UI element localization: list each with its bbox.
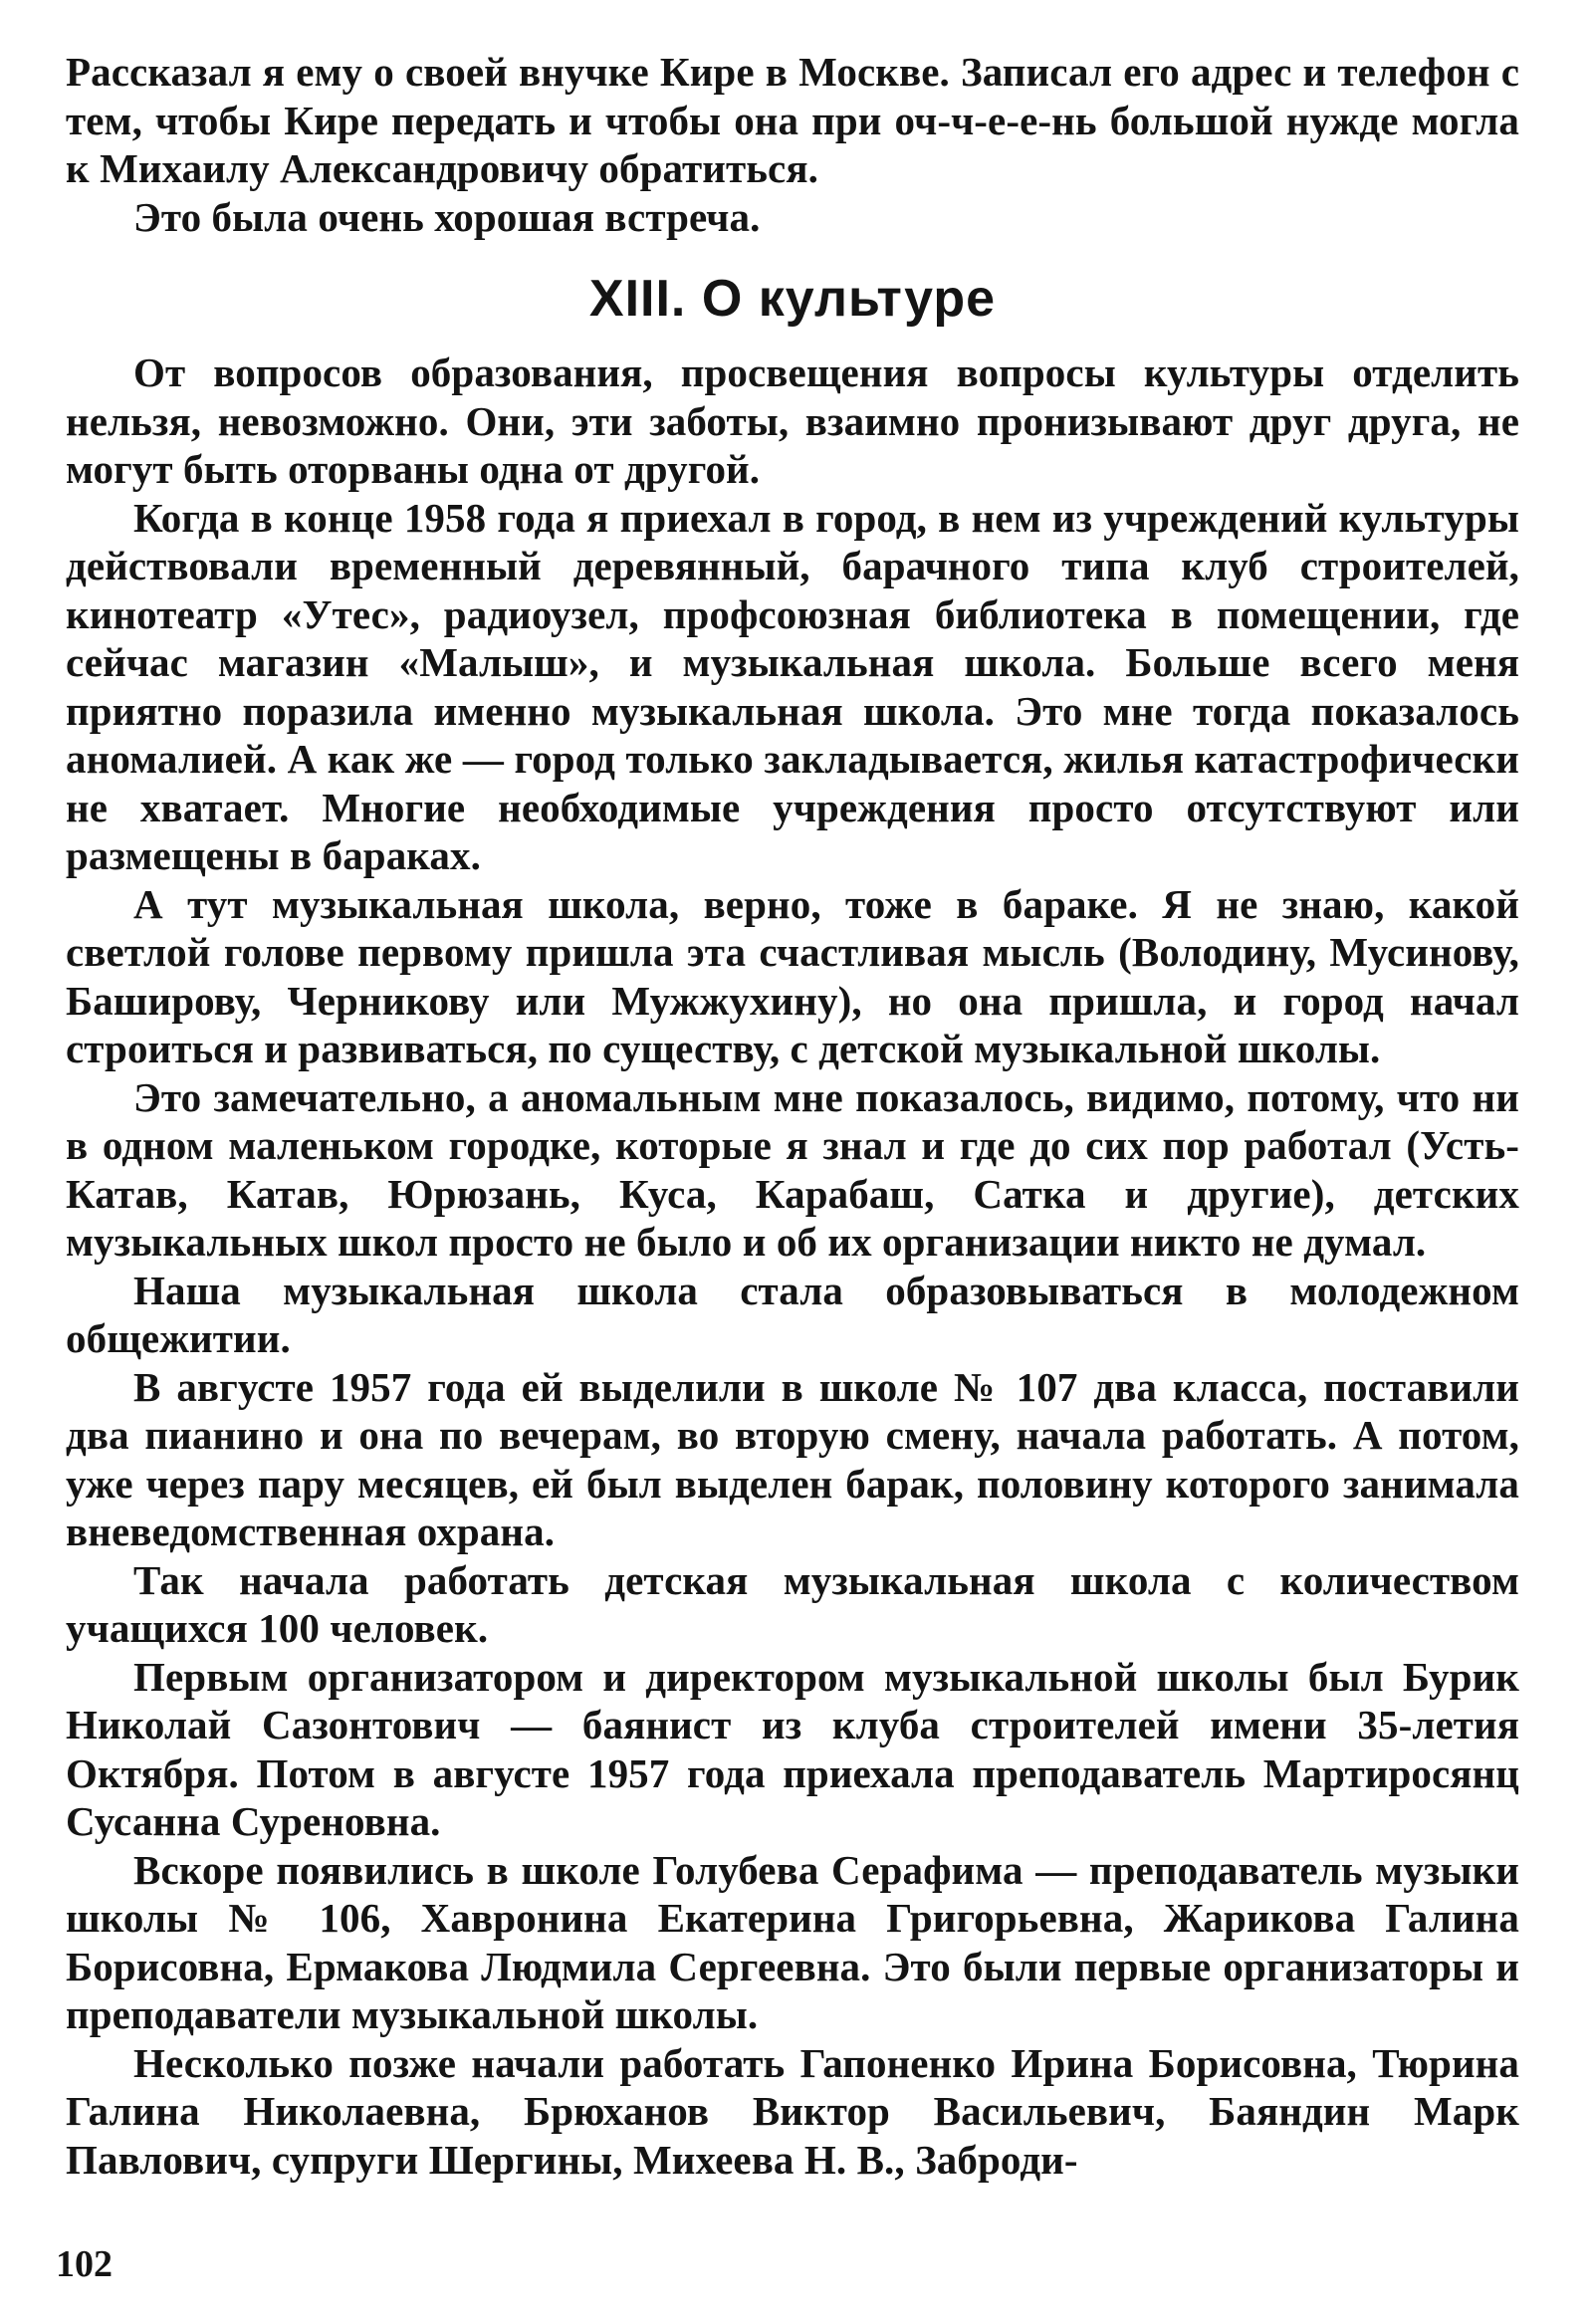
paragraph: Вскоре появились в школе Голубева Серафима — преподаватель музыки школы № 106, Хавронина Екатерина Григорьевна, Жарикова Галина Борисовна, Ермакова Людмила Сергеевна. Это были первые организаторы и преподаватели музыкальной школы.: [66, 1846, 1519, 2037]
paragraph: Это была очень хорошая встреча.: [133, 193, 761, 240]
paragraph: Это замечательно, а аномальным мне показалось, видимо, потому, что ни в одном маленьком городке, которые я знал и где до сих пор работал (Усть-Катав, Катав, Юрюзань, Куса, Карабаш, Сатка и другие), детских музыкальных школ просто не было и об их организации никто не думал.: [66, 1073, 1519, 1265]
paragraph: Наша музыкальная школа стала образовываться в молодежном общежитии.: [66, 1267, 1519, 1361]
paragraph: От вопросов образования, просвещения вопросы культуры отделить нельзя, невозможно. Они, эти заботы, взаимно пронизывают друг друга, не могут быть оторваны одна от другой.: [66, 349, 1519, 492]
paragraph: А тут музыкальная школа, верно, тоже в бараке. Я не знаю, какой светлой голове первому пришла эта счастливая мысль (Володину, Мусинову, Баширову, Черникову или Мужжухину), но она пришла, и город начал строиться и развиваться, по существу, с детской музыкальной школы.: [66, 880, 1519, 1071]
chapter-title: XIII. О культуре: [588, 270, 997, 328]
book-page: [66, 48, 1519, 2184]
paragraph: Несколько позже начали работать Гапоненко Ирина Борисовна, Тюрина Галина Николаевна, Брюханов Виктор Васильевич, Баяндин Марк Павлович, супруги Шергины, Михеева Н. В., Заброди-: [66, 2039, 1519, 2183]
paragraph: Первым организатором и директором музыкальной школы был Бурик Николай Сазонтович — баянист из клуба строителей имени 35-летия Октября. Потом в августе 1957 года приехала преподаватель Мартиросянц Сусанна Суреновна.: [66, 1653, 1519, 1844]
page-number: 102: [56, 2243, 113, 2285]
paragraph: В августе 1957 года ей выделили в школе № 107 два класса, поставили два пианино и она по вечерам, во вторую смену, начала работать. А потом, уже через пару месяцев, ей был выделен барак, половину которого занимала вневедомственная охрана.: [66, 1363, 1519, 1554]
paragraph-continued: Рассказал я ему о своей внучке Кире в Москве. Записал его адрес и телефон с тем, чтобы Кире передать и чтобы она при оч-ч-е-е-нь большой нужде могла к Михаилу Александровичу обратиться.: [66, 49, 1519, 191]
paragraph: Так начала работать детская музыкальная школа с количеством учащихся 100 человек.: [66, 1556, 1519, 1651]
paragraph: Когда в конце 1958 года я приехал в город, в нем из учреждений культуры действовали временный деревянный, барачного типа клуб строителей, кинотеатр «Утес», радиоузел, профсоюзная библиотека в помещении, где сейчас магазин «Малыш», и музыкальная школа. Больше всего меня приятно поразила именно музыкальная школа. Это мне тогда показалось аномалией. А как же — город только закладывается, жилья катастрофически не хватает. Многие необходимые учреждения просто отсутствуют или размещены в бараках.: [66, 494, 1519, 878]
